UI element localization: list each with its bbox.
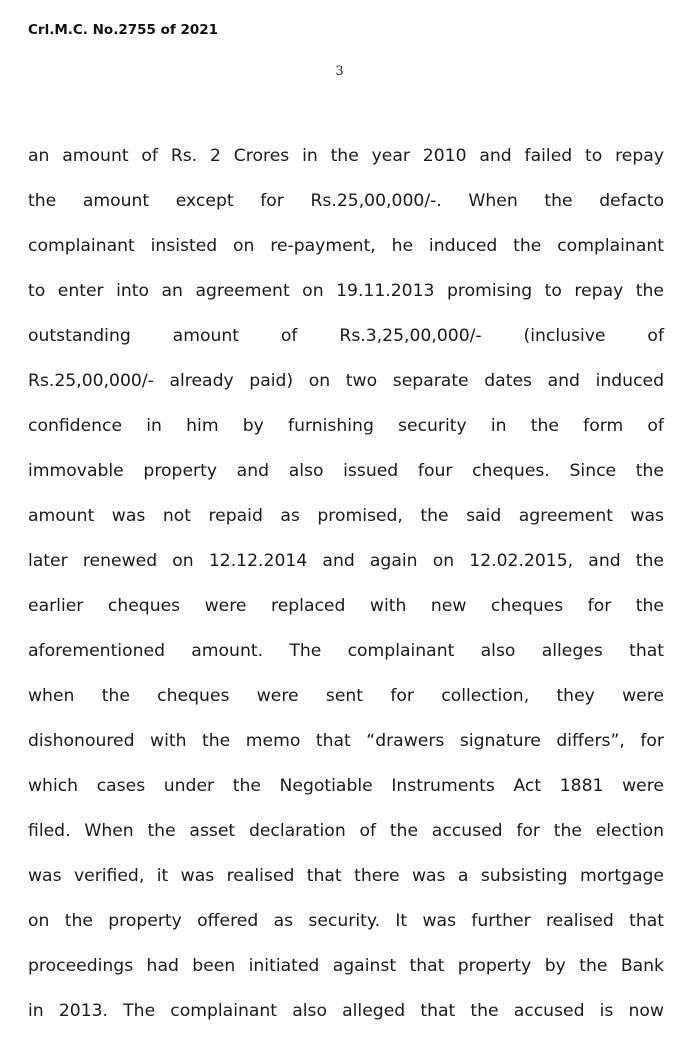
text-line: later renewed on 12.12.2014 and again on 12.02.2015, and the: [28, 551, 664, 571]
text-line: on the property offered as security. It was further realised that: [28, 911, 664, 931]
text-line: outstanding amount of Rs.3,25,00,000/- (inclusive of: [28, 326, 664, 346]
text-line: which cases under the Negotiable Instruments Act 1881 were: [28, 776, 664, 796]
text-line: aforementioned amount. The complainant also alleges that: [28, 641, 664, 661]
text-line: in 2013. The complainant also alleged that the accused is now: [28, 1001, 664, 1021]
text-line: amount was not repaid as promised, the said agreement was: [28, 506, 664, 526]
text-line: filed. When the asset declaration of the accused for the election: [28, 821, 664, 841]
case-number-header: Crl.M.C. No.2755 of 2021: [28, 22, 219, 38]
text-line: dishonoured with the memo that “drawers signature differs”, for: [28, 731, 664, 751]
text-line: complainant insisted on re-payment, he induced the complainant: [28, 236, 664, 256]
body-paragraph: [28, 138, 664, 1038]
text-line: immovable property and also issued four cheques. Since the: [28, 461, 664, 481]
text-line: to enter into an agreement on 19.11.2013 promising to repay the: [28, 281, 664, 301]
text-line: earlier cheques were replaced with new cheques for the: [28, 596, 664, 616]
text-line: when the cheques were sent for collection, they were: [28, 686, 664, 706]
text-line: proceedings had been initiated against that property by the Bank: [28, 956, 664, 976]
text-line: was verified, it was realised that there was a subsisting mortgage: [28, 866, 664, 886]
text-line: an amount of Rs. 2 Crores in the year 2010 and failed to repay: [28, 146, 664, 166]
text-line: the amount except for Rs.25,00,000/-. When the defacto: [28, 191, 664, 211]
text-line: confidence in him by furnishing security in the form of: [28, 416, 664, 436]
text-line: Rs.25,00,000/- already paid) on two separate dates and induced: [28, 371, 664, 391]
page-number: 3: [335, 64, 344, 79]
